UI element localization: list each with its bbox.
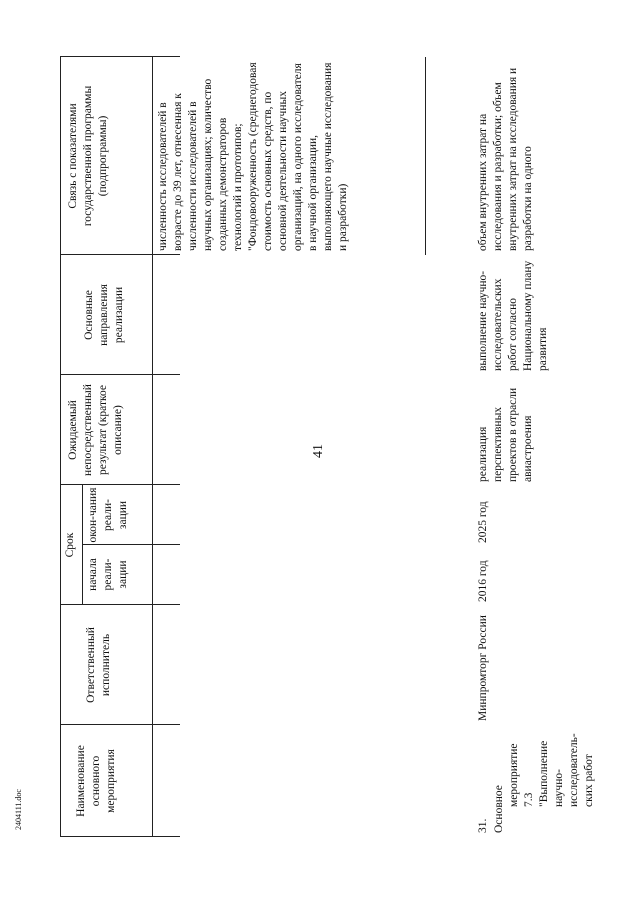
row-result: реализация перспективных проектов в отрасли авиастроения: [477, 387, 534, 482]
col-divider-6: [60, 374, 180, 375]
header-term-end: окон-чания реали-зации: [87, 487, 129, 543]
col-divider-4: [82, 544, 180, 545]
term-subheader-line: [82, 485, 83, 605]
header-bottom-border: [152, 57, 153, 837]
col-divider-1: [60, 836, 180, 837]
row-end: 2025 год: [477, 501, 489, 543]
row-separator: [425, 57, 426, 255]
prev-row-link-text: численность исследователей в возрасте до 39 лет, отнесенная к численности исследователей в научных организациях; количество созданных демонстраторов технологий и прототипов; "Фондовооруженность (среднегодовая стоимость основных средств, по основной деятельности научных организаций, на одного исследователя в научной организации, выполняющего научные исследования и разработки): [157, 62, 349, 251]
header-term-start: начала реали-зации: [87, 558, 129, 591]
row-number: 31.: [477, 818, 489, 833]
table-wrapper: [60, 57, 595, 837]
header-link: Связь с показателями государственной программы (подпрограммы): [67, 85, 109, 227]
row-directions: выполнение научно-исследовательских работ согласно Национальному плану развития: [477, 260, 549, 371]
row-link: объем внутренних затрат на исследования и разработки; объем внутренних затрат на исследования и разработки на одного: [477, 67, 534, 251]
table-top-border: [60, 57, 61, 837]
row-start: 2016 год: [477, 560, 489, 602]
col-divider-8: [60, 56, 180, 57]
header-term: Срок: [64, 532, 76, 558]
header-result: Ожидаемый непосредственный результат (краткое описание): [67, 384, 124, 476]
measures-table: [60, 57, 595, 837]
file-id: 2404111.doc: [14, 789, 23, 830]
row-name: Основное мероприятие 7.3 "Выполнение научно-исследователь-ских работ: [493, 733, 595, 833]
col-divider-7: [60, 254, 180, 255]
row-executor: Минпромторг России: [477, 615, 489, 721]
header-executor: Ответственный исполнитель: [85, 627, 112, 703]
header-directions: Основные направления реализации: [83, 284, 125, 346]
col-divider-2: [60, 724, 180, 725]
page-number: 41: [311, 444, 326, 458]
header-name: Наименование основного мероприятия: [75, 745, 117, 817]
